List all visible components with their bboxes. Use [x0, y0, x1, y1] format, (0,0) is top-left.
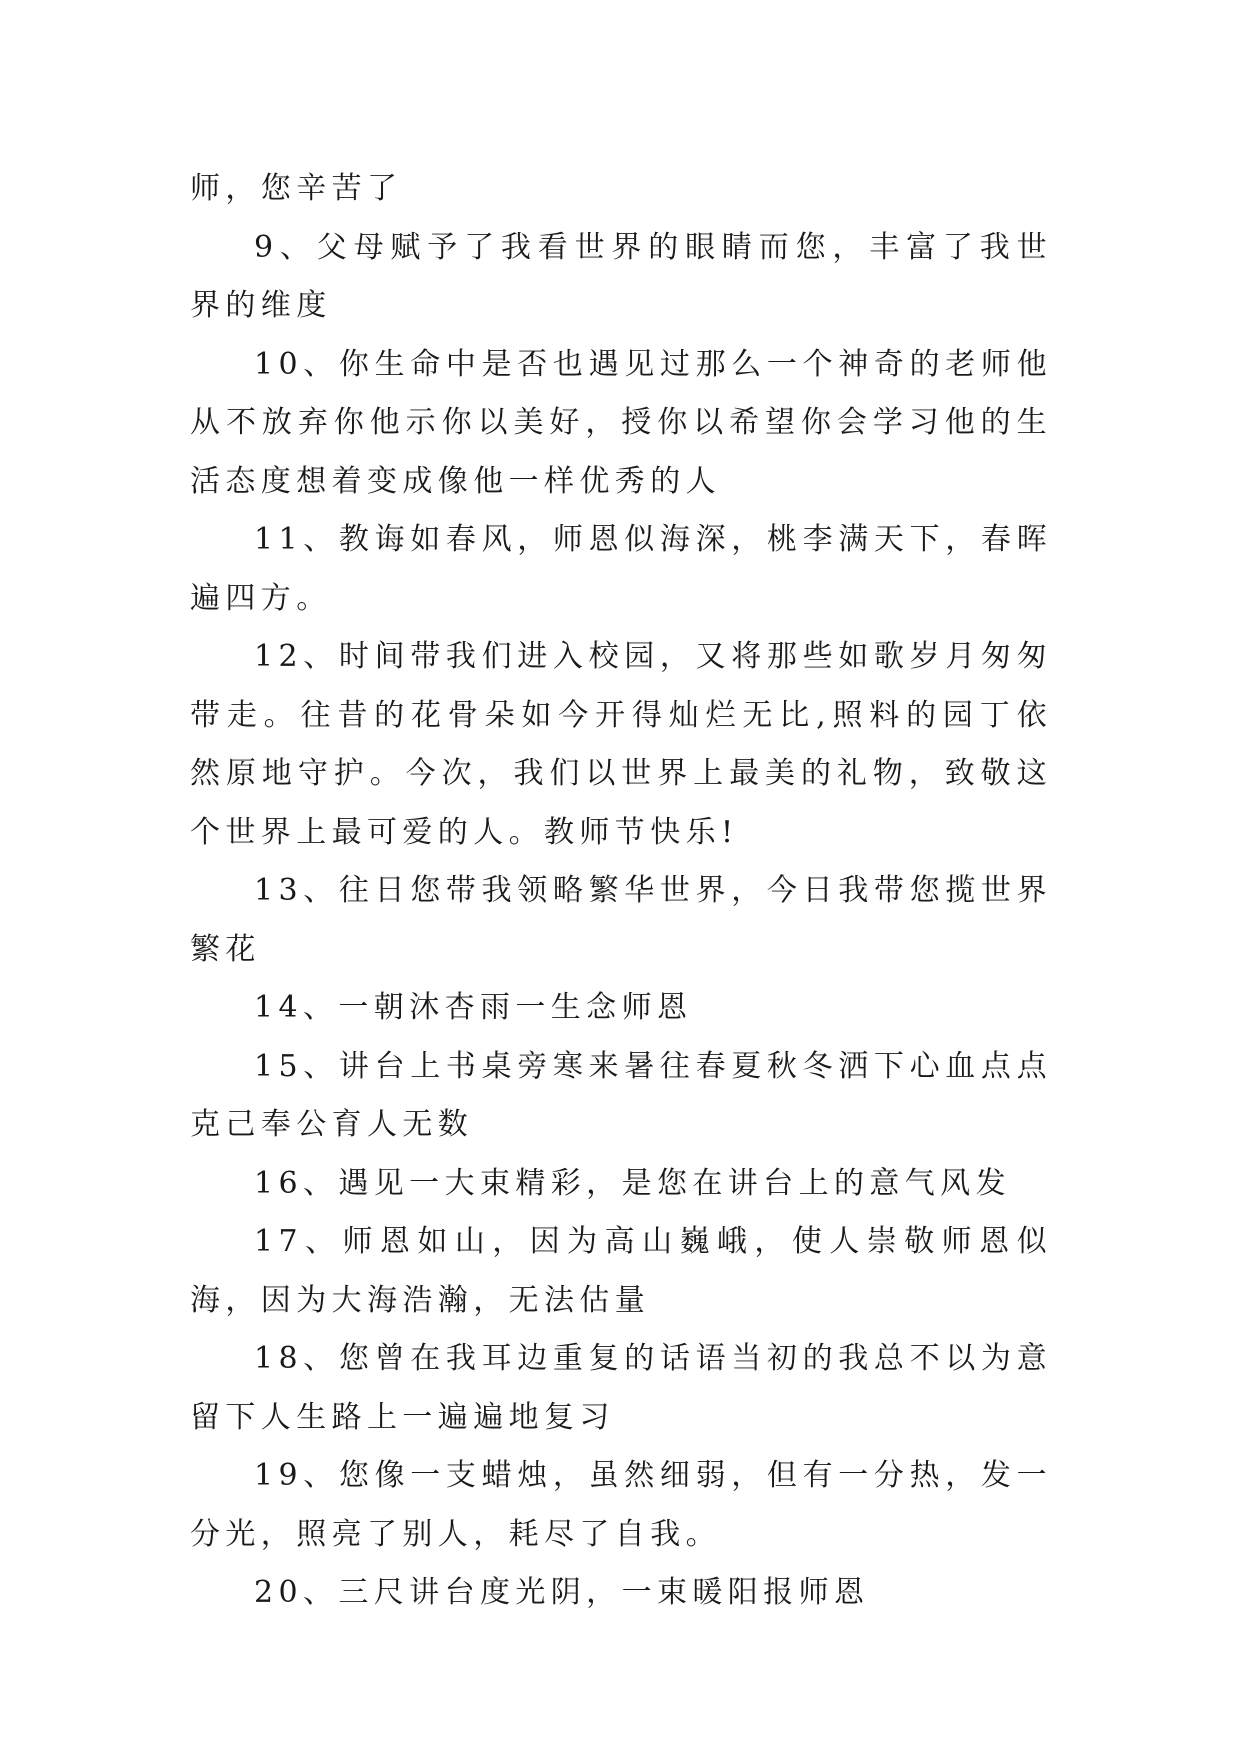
- paragraph-item-12: 12、时间带我们进入校园，又将那些如歌岁月匆匆带走。往昔的花骨朵如今开得灿烂无比,照料的园丁依然原地守护。今次，我们以世界上最美的礼物，致敬这个世界上最可爱的人。教师节快乐!: [190, 639, 1052, 850]
- paragraph-item-9: 9、父母赋予了我看世界的眼睛而您，丰富了我世界的维度: [190, 229, 1052, 323]
- paragraph-item-18: 18、您曾在我耳边重复的话语当初的我总不以为意留下人生路上一遍遍地复习: [190, 1341, 1052, 1435]
- paragraph-item-11: 11、教诲如春风，师恩似海深，桃李满天下，春晖遍四方。: [190, 522, 1052, 616]
- paragraph-item-13: 13、往日您带我领略繁华世界，今日我带您揽世界繁花: [190, 873, 1052, 967]
- paragraph-item-15: 15、讲台上书桌旁寒来暑往春夏秋冬洒下心血点点克己奉公育人无数: [190, 1048, 1052, 1142]
- paragraph-item-14: 14、一朝沐杏雨一生念师恩: [254, 990, 693, 1025]
- paragraph-item-16: 16、遇见一大束精彩，是您在讲台上的意气风发: [254, 1165, 1011, 1201]
- document-body: [190, 160, 1052, 1623]
- paragraph-item-17: 17、师恩如山，因为高山巍峨，使人崇敬师恩似海，因为大海浩瀚，无法估量: [190, 1224, 1052, 1318]
- paragraph-item-10: 10、你生命中是否也遇见过那么一个神奇的老师他从不放弃你他示你以美好，授你以希望你会学习他的生活态度想着变成像他一样优秀的人: [190, 346, 1052, 499]
- paragraph-continuation: 师，您辛苦了: [190, 171, 403, 206]
- paragraph-item-19: 19、您像一支蜡烛，虽然细弱，但有一分热，发一分光，照亮了别人，耗尽了自我。: [190, 1458, 1052, 1552]
- paragraph-item-20: 20、三尺讲台度光阴，一束暖阳报师恩: [254, 1575, 870, 1610]
